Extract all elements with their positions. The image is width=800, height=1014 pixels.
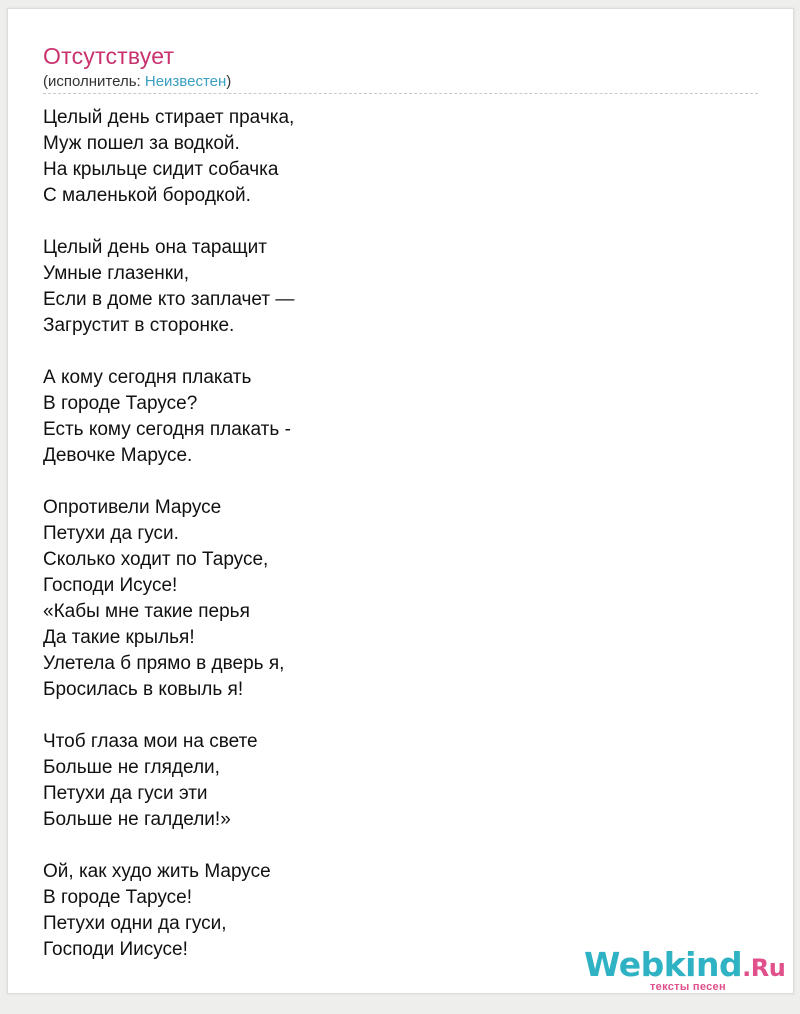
lyric-line: Ой, как худо жить Марусе bbox=[43, 861, 271, 882]
lyric-line: Загрустит в сторонке. bbox=[43, 315, 235, 336]
lyric-line: Петухи да гуси эти bbox=[43, 783, 208, 804]
artist-suffix: ) bbox=[226, 73, 232, 90]
site-watermark bbox=[584, 947, 784, 997]
lyric-line: Петухи одни да гуси, bbox=[43, 913, 227, 934]
lyric-line: Больше не глядели, bbox=[43, 757, 220, 778]
lyric-line: Целый день стирает прачка, bbox=[43, 107, 295, 128]
lyric-line: Да такие крылья! bbox=[43, 627, 195, 648]
lyric-line: Чтоб глаза мои на свете bbox=[43, 731, 258, 752]
song-title: Отсутствует bbox=[43, 43, 175, 69]
artist-prefix: (исполнитель: bbox=[43, 73, 145, 90]
lyric-line: Девочке Марусе. bbox=[43, 445, 193, 466]
artist-link[interactable]: Неизвестен bbox=[144, 73, 227, 90]
lyric-line: Господи Иисусе! bbox=[43, 939, 188, 960]
lyrics-page bbox=[7, 8, 794, 994]
lyric-line: «Кабы мне такие перья bbox=[43, 601, 250, 622]
stanza bbox=[43, 235, 743, 339]
lyric-line: Больше не галдели!» bbox=[43, 809, 231, 830]
lyric-line: На крыльце сидит собачка bbox=[43, 159, 279, 180]
stanza bbox=[43, 105, 743, 209]
lyric-line: А кому сегодня плакать bbox=[43, 367, 252, 388]
lyric-line: Бросилась в ковыль я! bbox=[43, 679, 244, 700]
lyrics-text bbox=[43, 105, 743, 989]
lyric-line: Улетела б прямо в дверь я, bbox=[43, 653, 285, 674]
lyric-line: С маленькой бородкой. bbox=[43, 185, 251, 206]
artist-line bbox=[43, 73, 231, 90]
stanza bbox=[43, 365, 743, 469]
brand-suffix: .Ru bbox=[742, 954, 786, 982]
dashed-divider bbox=[43, 93, 758, 94]
lyric-line: Если в доме кто заплачет — bbox=[43, 289, 295, 310]
stanza bbox=[43, 729, 743, 833]
brand-tagline: тексты песен bbox=[650, 981, 726, 993]
stanza bbox=[43, 495, 743, 703]
lyric-line: Петухи да гуси. bbox=[43, 523, 179, 544]
lyric-line: Сколько ходит по Тарусе, bbox=[43, 549, 269, 570]
lyric-line: В городе Тарусе! bbox=[43, 887, 192, 908]
lyric-line: В городе Тарусе? bbox=[43, 393, 198, 414]
lyric-line: Опротивели Марусе bbox=[43, 497, 222, 518]
lyric-line: Умные глазенки, bbox=[43, 263, 189, 284]
lyric-line: Господи Исусе! bbox=[43, 575, 178, 596]
lyric-line: Есть кому сегодня плакать - bbox=[43, 419, 291, 440]
brand-name: Webkind bbox=[584, 945, 743, 984]
lyric-line: Целый день она таращит bbox=[43, 237, 267, 258]
lyric-line: Муж пошел за водкой. bbox=[43, 133, 240, 154]
